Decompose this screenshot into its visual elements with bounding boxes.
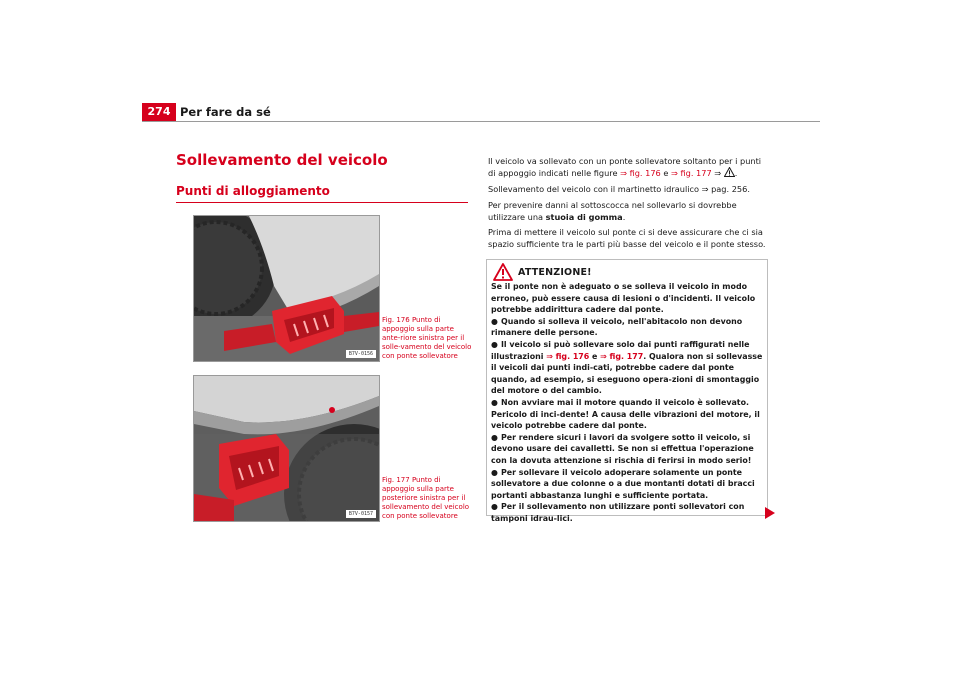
- warning-bullet-5: ● Per sollevare il veicolo adoperare solamente un ponte sollevatore a due colonne o a due montanti dotati di bracci portanti abbastanza lunghi e sufficiente portata.: [491, 467, 755, 500]
- figure-177-code: B7V-0157: [346, 510, 376, 518]
- warning-bullet-6-text: Per il sollevamento non utilizzare ponti sollevatori con tamponi idrau-lici.: [491, 502, 745, 523]
- intro-conjunction: e: [660, 168, 672, 178]
- warning-bullet-3-text: Non avviare mai il motore quando il veicolo è sollevato. Pericolo di inci-dente! A causa delle vibrazioni del motore, il veicolo potrebbe cadere dal ponte.: [491, 397, 760, 431]
- warning-bullet-3: ● Non avviare mai il motore quando il veicolo è sollevato. Pericolo di inci-dente! A causa delle vibrazioni del motore, il veicolo potrebbe cadere dal ponte.: [491, 397, 760, 431]
- warning-bullet-2-end: . Qualora non si sollevasse il veicoli dai punti indi-cati, potrebbe cadere dal ponte quando, ad esempio, si eseguono opera-zioni di smontaggio del motore o del cambio.: [491, 351, 763, 396]
- page-title: Sollevamento del veicolo: [176, 151, 388, 169]
- warning-title: ATTENZIONE!: [518, 267, 592, 278]
- figure-177-image: [193, 375, 380, 522]
- warning-body: [491, 281, 766, 524]
- warning-bullet-4: ● Per rendere sicuri i lavori da svolgere sotto il veicolo, si devono usare dei cavalletti. Se non si effettua l'operazione con la dovuta attenzione si rischia di ferirsi in modo serio!: [491, 432, 754, 465]
- fig-177-link[interactable]: ⇒ fig. 177: [671, 168, 712, 178]
- section-subtitle: Punti di alloggiamento: [176, 184, 330, 198]
- warning-bullet-1: ● Quando si solleva il veicolo, nell'abitacolo non devono rimanere delle persone.: [491, 316, 743, 338]
- warning-fig-177-link[interactable]: ⇒ fig. 177: [600, 351, 644, 361]
- page-number: 274: [142, 103, 176, 121]
- intro-text: Il veicolo va sollevato con un ponte sollevatore soltanto per i punti di appoggio indicati nelle figure: [488, 156, 762, 178]
- warning-bullet-1-text: Quando si solleva il veicolo, nell'abitacolo non devono rimanere delle persone.: [491, 316, 743, 338]
- figure-176-image: [193, 215, 380, 362]
- subtitle-divider: [176, 202, 468, 203]
- rubber-mat-paragraph: [488, 199, 768, 223]
- next-page-arrow-icon[interactable]: [765, 507, 775, 519]
- intro-paragraph: Il veicolo va sollevato con un ponte sollevatore soltanto per i punti di appoggio indicati nelle figure ⇒ fig. 176 e ⇒ fig. 177 ⇒ .: [488, 156, 762, 178]
- warning-bullet-2: ● Il veicolo si può sollevare solo dai punti raffigurati nelle illustrazioni ⇒ fig. 176 e ⇒ fig. 177. Qualora non si sollevasse il veicoli dai punti indi-cati, potrebbe cadere dal ponte quando, ad esempio, si eseguono opera-zioni di smontaggio del motore o del cambio.: [491, 339, 763, 396]
- section-header: Per fare da sé: [180, 105, 271, 119]
- figure-176-caption: Fig. 176 Punto di appoggio sulla parte ante-riore sinistra per il solle-vamento del veicolo con ponte sollevatore: [382, 316, 472, 360]
- rubber-mat-bold: stuoia di gomma: [545, 212, 623, 222]
- header-divider: [142, 121, 820, 122]
- fig-176-link[interactable]: ⇒ fig. 176: [620, 168, 661, 178]
- warning-bullet-6: ● Per il sollevamento non utilizzare ponti sollevatori con tamponi idrau-lici.: [491, 502, 745, 523]
- jack-paragraph: Sollevamento del veicolo con il martinetto idraulico ⇒ pag. 256.: [488, 184, 750, 194]
- warning-bullet-2-text: Il veicolo si può sollevare solo dai punti raffigurati nelle illustrazioni: [491, 339, 750, 361]
- rubber-mat-end: .: [622, 212, 626, 222]
- warning-fig-176-link[interactable]: ⇒ fig. 176: [546, 351, 590, 361]
- warning-intro: Se il ponte non è adeguato o se solleva il veicolo in modo erroneo, può essere causa di lesioni o d'incidenti. Il veicolo potrebbe addirittura cadere dal ponte.: [491, 282, 756, 315]
- figure-176-code: B7V-0156: [346, 350, 376, 358]
- warning-triangle-icon: [724, 167, 735, 177]
- figure-177-caption: Fig. 177 Punto di appoggio sulla parte posteriore sinistra per il sollevamento del veicolo con ponte sollevatore: [382, 476, 470, 520]
- clearance-paragraph: Prima di mettere il veicolo sul ponte ci si deve assicurare che ci sia spazio sufficiente tra le parti più basse del veicolo e il ponte stesso.: [488, 227, 766, 249]
- intro-arrow: ⇒: [711, 168, 724, 178]
- warning-bullet-4-text: Per rendere sicuri i lavori da svolgere sotto il veicolo, si devono usare dei cavalletti. Se non si effettua l'operazione con la dovuta attenzione si rischia di ferirsi in modo serio!: [491, 432, 754, 465]
- warning-bullet-5-text: Per sollevare il veicolo adoperare solamente un ponte sollevatore a due colonne o a due montanti dotati di bracci portanti abbastanza lunghi e sufficiente portata.: [491, 467, 755, 500]
- warning-bullet-2-mid: e: [589, 351, 601, 361]
- warning-icon: [493, 263, 513, 281]
- rubber-mat-text: Per prevenire danni al sottoscocca nel sollevarlo si dovrebbe utilizzare una: [488, 200, 737, 222]
